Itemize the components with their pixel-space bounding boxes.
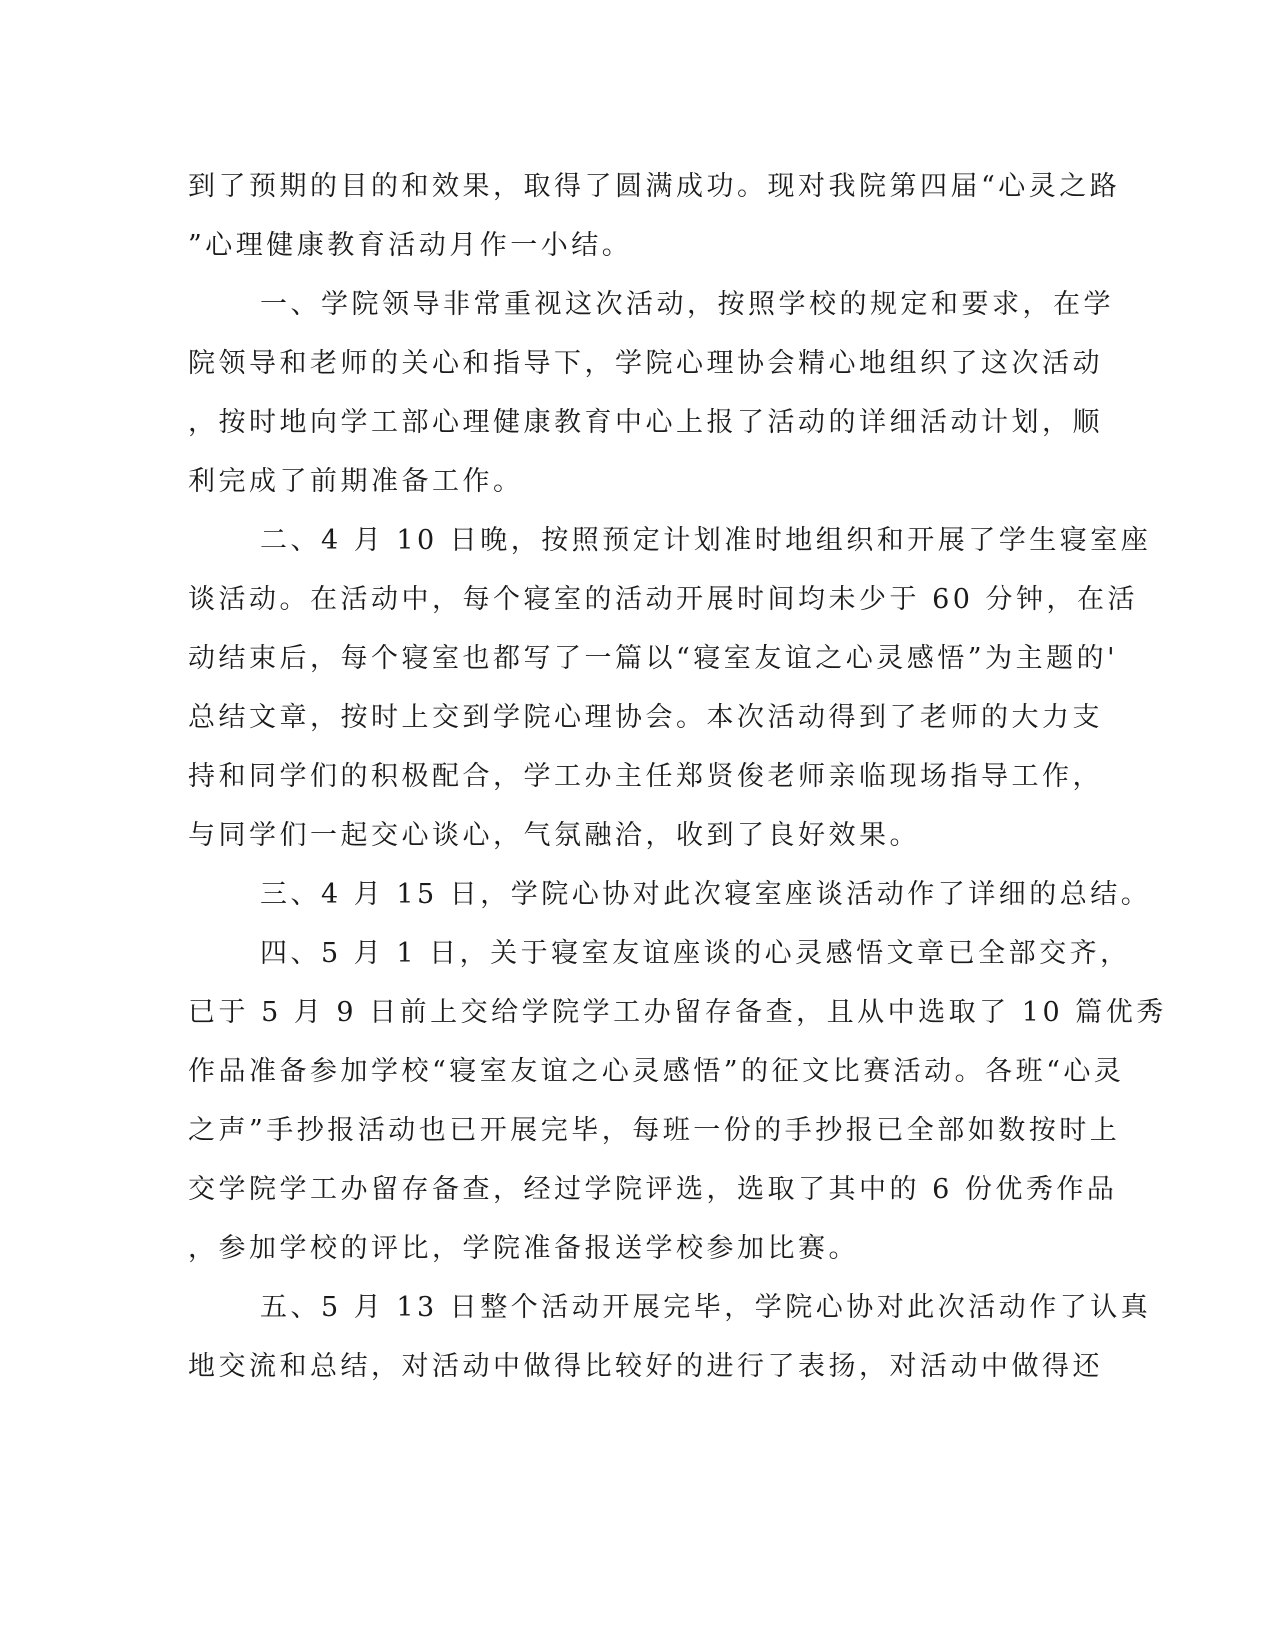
text-line: 交学院学工办留存备查，经过学院评选，选取了其中的 6 份优秀作品 (188, 1174, 1118, 1205)
paragraph-start-line: 一、学院领导非常重视这次活动，按照学校的规定和要求，在学 (260, 289, 1114, 320)
text-line: ，参加学校的评比，学院准备报送学校参加比赛。 (188, 1233, 859, 1264)
text-line: 谈活动。在活动中，每个寝室的活动开展时间均未少于 60 分钟，在活 (188, 584, 1139, 615)
text-line: 持和同学们的积极配合，学工办主任郑贤俊老师亲临现场指导工作， (188, 761, 1103, 792)
text-line: 与同学们一起交心谈心，气氛融洽，收到了良好效果。 (188, 820, 920, 851)
text-line: ，按时地向学工部心理健康教育中心上报了活动的详细活动计划，顺 (188, 407, 1103, 438)
paragraph-start-line: 三、4 月 15 日，学院心协对此次寝室座谈活动作了详细的总结。 (260, 879, 1152, 910)
text-line: 院领导和老师的关心和指导下，学院心理协会精心地组织了这次活动 (188, 348, 1103, 379)
text-line: ”心理健康教育活动月作一小结。 (188, 230, 633, 261)
text-line: 已于 5 月 9 日前上交给学院学工办留存备查，且从中选取了 10 篇优秀 (188, 997, 1167, 1028)
text-line: 之声”手抄报活动也已开展完毕，每班一份的手抄报已全部如数按时上 (188, 1115, 1121, 1146)
text-line: 作品准备参加学校“寝室友谊之心灵感悟”的征文比赛活动。各班“心灵 (188, 1056, 1125, 1087)
paragraph-start-line: 四、5 月 1 日，关于寝室友谊座谈的心灵感悟文章已全部交齐， (260, 938, 1131, 969)
paragraph-start-line: 五、5 月 13 日整个活动开展完毕，学院心协对此次活动作了认真 (260, 1292, 1152, 1323)
text-line: 动结束后，每个寝室也都写了一篇以“寝室友谊之心灵感悟”为主题的' (188, 643, 1119, 674)
paragraph-start-line: 二、4 月 10 日晚，按照预定计划准时地组织和开展了学生寝室座 (260, 525, 1152, 556)
document-body (188, 157, 1167, 1396)
text-line: 总结文章，按时上交到学院心理协会。本次活动得到了老师的大力支 (188, 702, 1103, 733)
text-line: 到了预期的目的和效果，取得了圆满成功。现对我院第四届“心灵之路 (188, 171, 1121, 202)
text-line: 利完成了前期准备工作。 (188, 466, 524, 497)
text-line: 地交流和总结，对活动中做得比较好的进行了表扬，对活动中做得还 (188, 1351, 1103, 1382)
